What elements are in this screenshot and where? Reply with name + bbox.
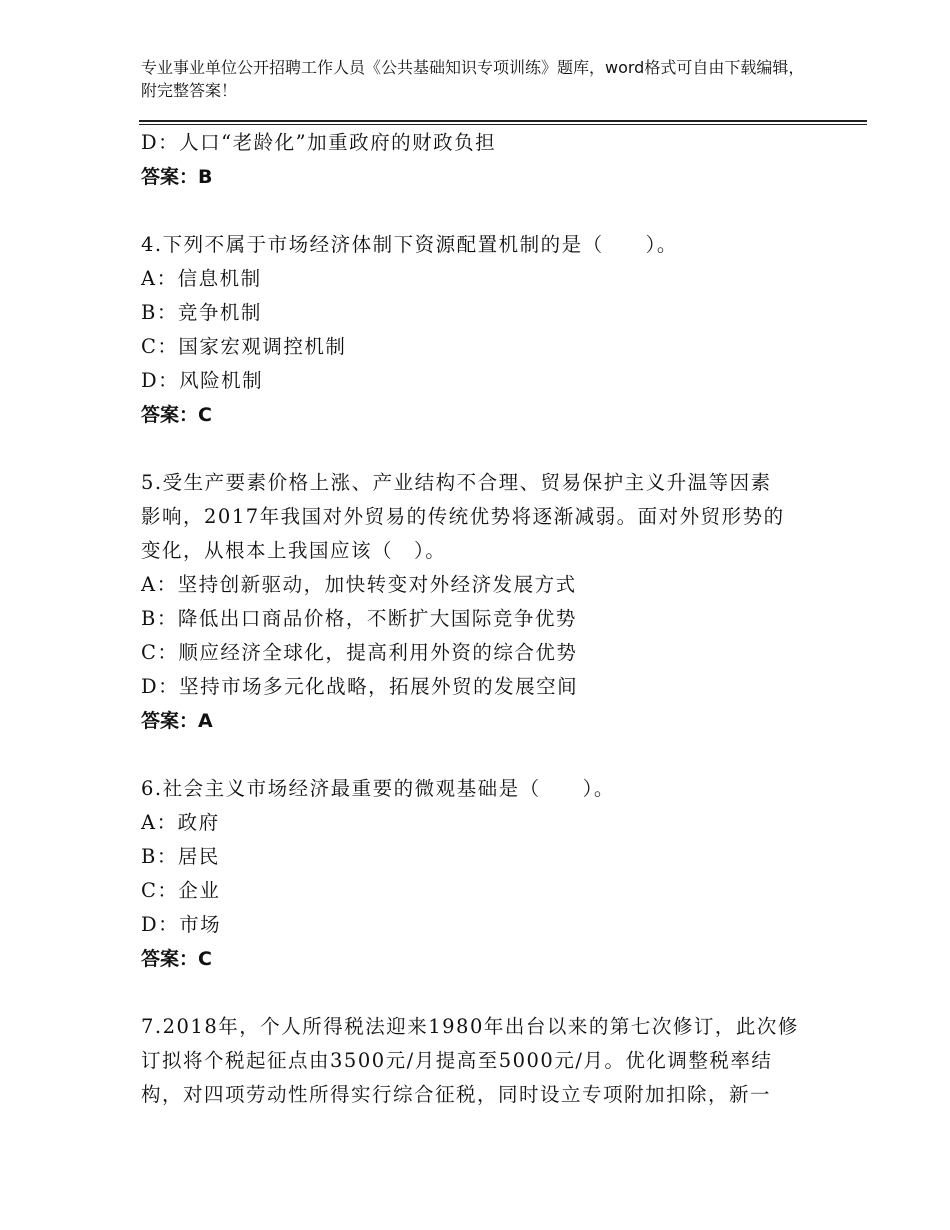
page-header: 专业事业单位公开招聘工作人员《公共基础知识专项训练》题库，word格式可自由下载编辑，附完整答案！ (141, 58, 805, 100)
q4-answer: 答案：C (141, 404, 212, 426)
q5-option-d: D：坚持市场多元化战略，拓展外贸的发展空间 (141, 675, 579, 698)
q5-stem-line-3: 变化，从根本上我国应该（ ）。 (141, 539, 447, 562)
q5-option-a: A：坚持创新驱动，加快转变对外经济发展方式 (141, 573, 577, 596)
q4-stem: 4.下列不属于市场经济体制下资源配置机制的是（ ）。 (141, 233, 678, 256)
header-rule-thin (139, 124, 867, 125)
header-rule-thick (139, 120, 867, 122)
q5-stem-line-1: 5.受生产要素价格上涨、产业结构不合理、贸易保护主义升温等因素 (141, 471, 772, 494)
q3-answer: 答案：B (141, 166, 213, 188)
q6-option-a: A：政府 (141, 811, 220, 834)
q4-option-d: D：风险机制 (141, 369, 264, 392)
q6-stem: 6.社会主义市场经济最重要的微观基础是（ ）。 (141, 777, 615, 800)
q7-stem-line-1: 7.2018年，个人所得税法迎来1980年出台以来的第七次修订，此次修 (141, 1015, 799, 1038)
q4-option-b: B：竞争机制 (141, 301, 262, 324)
q5-stem-line-2: 影响，2017年我国对外贸易的传统优势将逐渐减弱。面对外贸形势的 (141, 505, 785, 528)
q6-option-d: D：市场 (141, 913, 222, 936)
q7-stem-line-3: 构，对四项劳动性所得实行综合征税，同时设立专项附加扣除，新一 (141, 1083, 772, 1106)
q5-option-b: B：降低出口商品价格，不断扩大国际竞争优势 (141, 607, 577, 630)
q5-option-c: C：顺应经济全球化，提高利用外资的综合优势 (141, 641, 578, 664)
q7-stem-line-2: 订拟将个税起征点由3500元/月提高至5000元/月。优化调整税率结 (141, 1049, 773, 1072)
q4-option-a: A：信息机制 (141, 267, 262, 290)
spacer (141, 432, 821, 466)
q4-option-c: C：国家宏观调控机制 (141, 335, 347, 358)
q3-option-d: D：人口“老龄化”加重政府的财政负担 (141, 131, 497, 154)
q6-option-c: C：企业 (141, 879, 221, 902)
q6-answer: 答案：C (141, 948, 212, 970)
spacer (141, 194, 821, 228)
q5-answer: 答案：A (141, 710, 213, 732)
q6-option-b: B：居民 (141, 845, 220, 868)
question-list (141, 126, 821, 1112)
spacer (141, 738, 821, 772)
spacer (141, 976, 821, 1010)
